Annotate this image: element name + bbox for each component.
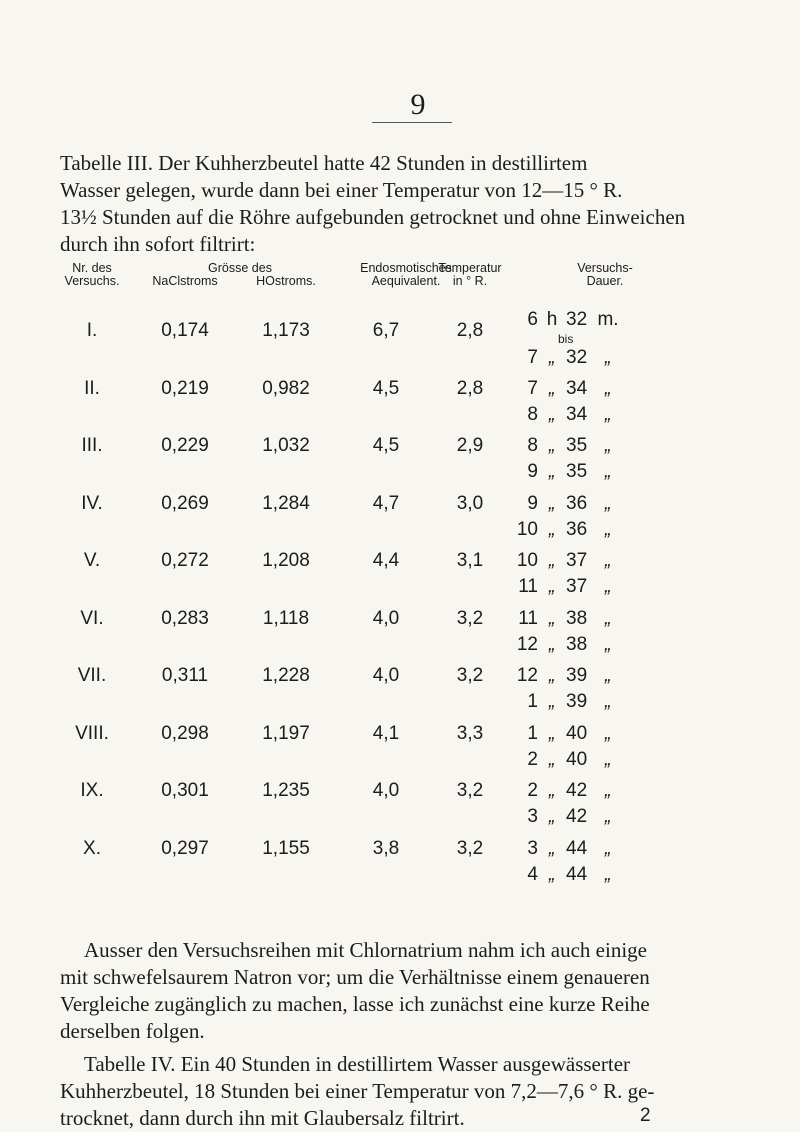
header-temp-line2: in ° R. [452, 274, 488, 288]
duration-part: „ [548, 607, 556, 629]
cell-ho: 1,155 [262, 837, 310, 859]
duration-part: „ [604, 863, 612, 885]
outro-paragraph-2 [60, 1051, 760, 1132]
cell-ho: 1,197 [262, 722, 310, 744]
duration-line [510, 404, 620, 426]
intro-line: Wasser gelegen, wurde dann bei einer Temperatur von 12—15 ° R. [60, 178, 623, 202]
duration-part: „ [548, 691, 556, 712]
duration-line [510, 780, 620, 802]
duration-part: „ [548, 780, 556, 801]
duration-part: 38 [566, 607, 588, 629]
duration-part: 12 [516, 633, 538, 655]
duration-part: „ [548, 461, 556, 482]
duration-part: m. [597, 309, 619, 330]
cell-ho: 0,982 [262, 377, 310, 399]
duration-part: 11 [518, 576, 538, 597]
duration-part: 8 [527, 435, 538, 456]
header-nr-line2: Versuchs. [64, 274, 120, 288]
header-endo-line2: Aequivalent. [371, 274, 441, 288]
outro-line: Tabelle IV. Ein 40 Stunden in destillirtem Wasser ausgewässerter [84, 1052, 631, 1076]
duration-line [510, 461, 620, 483]
duration-part: 44 [566, 863, 588, 885]
header-temp-line1: Temperatur [438, 261, 502, 275]
duration-part: 39 [566, 691, 588, 712]
header-dauer-line2: Dauer. [586, 274, 624, 288]
duration-part: „ [548, 748, 556, 770]
outro-line: trocknet, dann durch ihn mit Glaubersalz filtrirt. [60, 1106, 465, 1130]
header-groesse: Grösse des [208, 261, 272, 275]
duration-part: „ [548, 435, 556, 456]
cell-nacl: 0,269 [161, 492, 209, 514]
header-dauer [560, 262, 650, 288]
cell-equivalent: 4,1 [372, 722, 400, 744]
duration-part: „ [604, 403, 612, 425]
cell-ho: 1,032 [262, 435, 310, 456]
intro-line: Tabelle III. Der Kuhherzbeutel hatte 42 Stunden in destillirtem [60, 151, 588, 175]
duration-line [510, 723, 620, 745]
cell-temperature: 2,8 [456, 377, 484, 399]
cell-nr: III. [81, 435, 103, 456]
duration-line [510, 576, 620, 598]
header-dauer-line1: Versuchs- [577, 261, 633, 275]
duration-part: 37 [566, 550, 588, 571]
duration-line [510, 550, 620, 572]
cell-nr: I. [86, 320, 98, 341]
cell-temperature: 3,3 [456, 722, 484, 744]
cell-nacl: 0,297 [161, 837, 209, 859]
duration-part: „ [604, 722, 612, 744]
duration-part: „ [604, 633, 612, 655]
outro-line: Vergleiche zugänglich zu machen, lasse ich zunächst eine kurze Reihe [60, 992, 650, 1016]
duration-part: „ [604, 377, 612, 399]
duration-part: 2 [527, 780, 538, 801]
duration-line [510, 634, 620, 656]
cell-temperature: 3,1 [456, 550, 484, 571]
cell-equivalent: 4,7 [372, 492, 400, 514]
outro-line: Kuhherzbeutel, 18 Stunden bei einer Temperatur von 7,2—7,6 ° R. ge- [60, 1079, 655, 1103]
duration-part: „ [604, 550, 612, 571]
duration-part: 35 [566, 435, 588, 456]
duration-part: „ [604, 748, 612, 770]
cell-temperature: 2,8 [456, 320, 484, 341]
outro-paragraph-1 [60, 937, 760, 1045]
header-nr-line1: Nr. des [72, 261, 112, 275]
duration-part: „ [604, 607, 612, 629]
cell-temperature: 3,2 [456, 837, 484, 859]
cell-equivalent: 3,8 [372, 837, 400, 859]
duration-part: „ [548, 347, 556, 368]
outro-line: derselben folgen. [60, 1019, 205, 1043]
duration-part: 34 [566, 403, 588, 425]
duration-part: „ [548, 492, 556, 514]
duration-part: „ [548, 837, 556, 859]
cell-ho: 1,173 [262, 320, 310, 341]
duration-line [510, 806, 620, 828]
cell-ho: 1,208 [262, 550, 310, 571]
duration-line [510, 864, 620, 886]
duration-part: „ [604, 780, 612, 801]
cell-temperature: 3,2 [456, 665, 484, 686]
cell-nr: VI. [80, 607, 104, 629]
duration-part: 38 [566, 633, 588, 655]
duration-part: 42 [566, 806, 588, 827]
duration-bis: bis [558, 332, 574, 346]
duration-part: „ [604, 665, 612, 686]
cell-nr: X. [83, 837, 101, 859]
duration-part: 11 [518, 607, 538, 629]
duration-part: „ [604, 518, 612, 540]
duration-part: „ [604, 837, 612, 859]
cell-temperature: 3,0 [456, 492, 484, 514]
cell-equivalent: 4,0 [372, 780, 400, 801]
cell-nr: VII. [77, 665, 107, 686]
duration-part: 12 [516, 665, 538, 686]
cell-ho: 1,235 [262, 780, 310, 801]
duration-part: „ [548, 806, 556, 827]
duration-part: 8 [527, 403, 538, 425]
duration-part: 7 [527, 347, 538, 368]
duration-part: 34 [566, 377, 588, 399]
duration-part: 10 [516, 550, 538, 571]
duration-line [510, 665, 620, 687]
duration-part: „ [548, 576, 556, 597]
duration-line [510, 435, 620, 457]
page-number: 9 [410, 88, 426, 121]
duration-part: 7 [527, 377, 538, 399]
cell-temperature: 3,2 [456, 780, 484, 801]
duration-line [510, 608, 620, 630]
duration-part: 35 [566, 461, 588, 482]
cell-equivalent: 4,0 [372, 607, 400, 629]
duration-part: „ [548, 377, 556, 399]
duration-part: 3 [527, 806, 538, 827]
duration-line [510, 378, 620, 400]
duration-part: 36 [566, 518, 588, 540]
duration-part: 40 [566, 722, 588, 744]
duration-part: „ [548, 403, 556, 425]
cell-equivalent: 4,5 [372, 377, 400, 399]
duration-part: „ [604, 806, 612, 827]
duration-part: „ [604, 691, 612, 712]
cell-nacl: 0,298 [161, 722, 209, 744]
cell-nr: V. [83, 550, 101, 571]
duration-part: „ [604, 461, 612, 482]
cell-nacl: 0,229 [161, 435, 209, 456]
outro-line: mit schwefelsaurem Natron vor; um die Verhältnisse einem genaueren [60, 965, 650, 989]
duration-part: 2 [527, 748, 538, 770]
cell-nacl: 0,272 [161, 550, 209, 571]
outro-line: Ausser den Versuchsreihen mit Chlornatrium nahm ich auch einige [84, 938, 647, 962]
signature-mark: 2 [640, 1105, 651, 1126]
cell-nacl: 0,219 [161, 377, 209, 399]
header-endo-line1: Endosmotisches [360, 261, 452, 275]
duration-part: „ [548, 722, 556, 744]
cell-ho: 1,284 [262, 492, 310, 514]
duration-part: 10 [516, 518, 538, 540]
duration-part: 36 [566, 492, 588, 514]
intro-line: 13½ Stunden auf die Röhre aufgebunden getrocknet und ohne Einweichen [60, 205, 686, 229]
cell-temperature: 3,2 [456, 607, 484, 629]
cell-nacl: 0,283 [161, 607, 209, 629]
duration-part: 39 [566, 665, 588, 686]
duration-start [510, 309, 620, 331]
duration-part: „ [548, 518, 556, 540]
duration-part: 32 [566, 309, 588, 330]
duration-part: 4 [527, 863, 538, 885]
duration-part: „ [604, 347, 612, 368]
cell-ho: 1,228 [262, 665, 310, 686]
duration-part: 40 [566, 748, 588, 770]
duration-part: 3 [527, 837, 538, 859]
cell-equivalent: 4,0 [372, 665, 400, 686]
duration-part: h [546, 309, 558, 330]
header-ho: HOstroms. [256, 274, 316, 288]
duration-part: „ [604, 576, 612, 597]
duration-part: 9 [527, 461, 538, 482]
header-nr [62, 262, 122, 288]
duration-part: 32 [566, 347, 588, 368]
duration-part: 44 [566, 837, 588, 859]
cell-nr: II. [84, 377, 100, 399]
intro-paragraph [60, 150, 760, 258]
cell-nr: VIII. [75, 722, 109, 744]
duration-part: 37 [566, 576, 588, 597]
cell-nacl: 0,301 [161, 780, 209, 801]
header-nacl: NaClstroms [152, 274, 218, 288]
duration-line [510, 347, 620, 369]
duration-line [510, 749, 620, 771]
cell-nr: IX. [80, 780, 104, 801]
duration-part: 9 [527, 492, 538, 514]
duration-part: „ [548, 863, 556, 885]
cell-ho: 1,118 [262, 607, 310, 629]
duration-part: 1 [527, 691, 538, 712]
duration-line [510, 519, 620, 541]
cell-nacl: 0,174 [161, 320, 209, 341]
duration-line [510, 493, 620, 515]
duration-line [510, 691, 620, 713]
cell-equivalent: 4,5 [372, 435, 400, 456]
duration-part: „ [604, 492, 612, 514]
duration-part: 1 [527, 722, 538, 744]
duration-part: „ [548, 550, 556, 571]
cell-equivalent: 6,7 [372, 320, 400, 341]
cell-nacl: 0,311 [161, 665, 209, 686]
header-temp [420, 262, 520, 288]
duration-line [510, 838, 620, 860]
duration-part: 42 [566, 780, 588, 801]
duration-part: „ [604, 435, 612, 456]
duration-part: „ [548, 633, 556, 655]
duration-part: 6 [527, 309, 538, 330]
cell-equivalent: 4,4 [372, 550, 400, 571]
intro-line: durch ihn sofort filtrirt: [60, 232, 256, 256]
cell-temperature: 2,9 [456, 435, 484, 456]
cell-nr: IV. [81, 492, 103, 514]
page-number-rule [372, 122, 452, 123]
duration-part: „ [548, 665, 556, 686]
